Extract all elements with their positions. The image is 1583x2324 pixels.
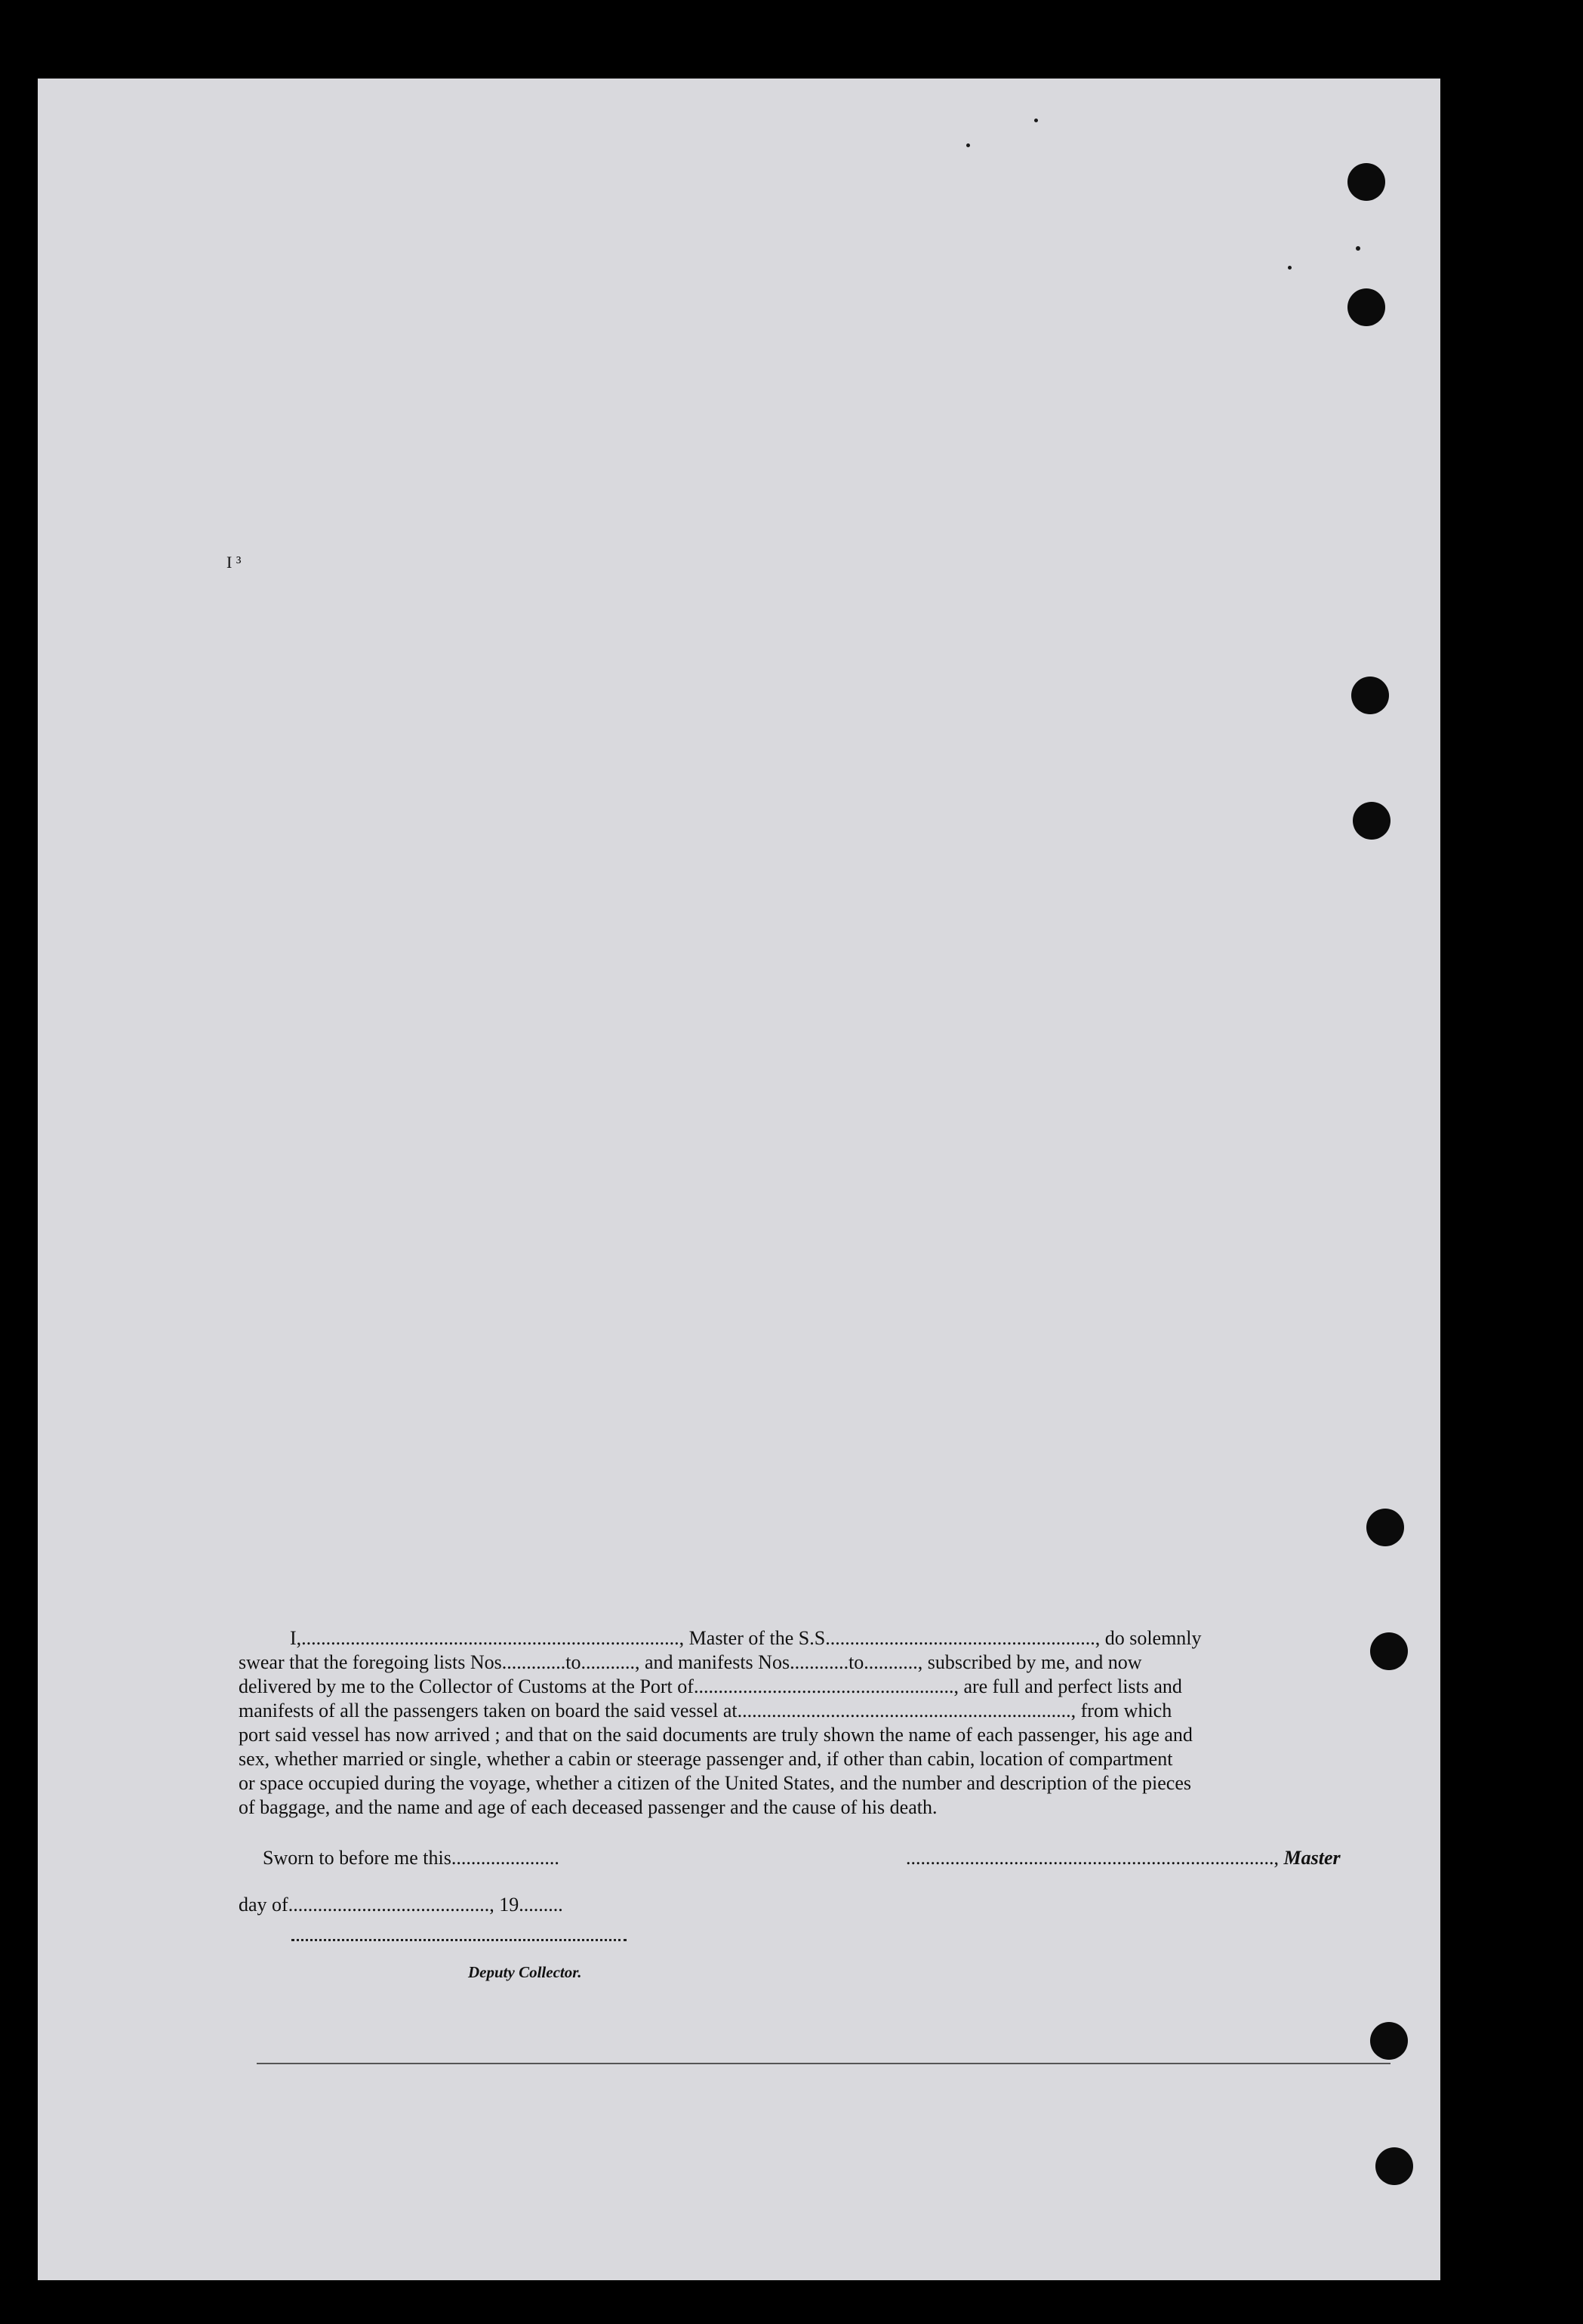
oath-line-3: delivered by me to the Collector of Customs at the Port of....................................................., are full and perfect lists and [239, 1675, 1182, 1697]
punch-hole [1347, 163, 1385, 201]
oath-paragraph [239, 1626, 1389, 1820]
master-label: Master [1283, 1847, 1341, 1869]
punch-hole [1347, 288, 1385, 326]
sworn-line: Sworn to before me this...................... [263, 1847, 559, 1869]
oath-line-8: of baggage, and the name and age of each deceased passenger and the cause of his death. [239, 1796, 938, 1818]
day-of-line: day of........................................., 19......... [239, 1894, 563, 1916]
oath-line-5: port said vessel has now arrived ; and that on the said documents are truly shown the name of each passenger, his age and [239, 1724, 1193, 1746]
oath-line-1: I,............................................................................., Master of the S.S......................................................., do solemnly [290, 1627, 1202, 1649]
punch-hole [1370, 1632, 1408, 1670]
speck [1288, 266, 1292, 270]
speck [1356, 246, 1360, 251]
manifest-page [38, 79, 1440, 2280]
bottom-rule [257, 2063, 1391, 2064]
punch-hole [1375, 2147, 1413, 2185]
oath-line-2: swear that the foregoing lists Nos.............to..........., and manifests Nos............to..........., subscribed by me, and now [239, 1651, 1142, 1673]
oath-line-7: or space occupied during the voyage, whether a citizen of the United States, and the number and description of the pieces [239, 1772, 1192, 1794]
master-dots: ..........................................................................., [906, 1847, 1279, 1869]
speck [1034, 119, 1038, 122]
punch-hole [1370, 2022, 1408, 2060]
master-signature-line [906, 1847, 1341, 1869]
punch-hole [1351, 677, 1389, 714]
oath-line-4: manifests of all the passengers taken on board the said vessel at...................................................................., from which [239, 1700, 1172, 1721]
deputy-collector-label: Deputy Collector. [468, 1963, 582, 1981]
stray-mark: I ³ [226, 553, 242, 572]
punch-hole [1353, 802, 1391, 840]
speck [966, 143, 970, 147]
punch-hole [1366, 1509, 1404, 1546]
deputy-signature-line [291, 1939, 627, 1941]
oath-line-6: sex, whether married or single, whether a cabin or steerage passenger and, if other than cabin, location of compartment [239, 1748, 1173, 1770]
